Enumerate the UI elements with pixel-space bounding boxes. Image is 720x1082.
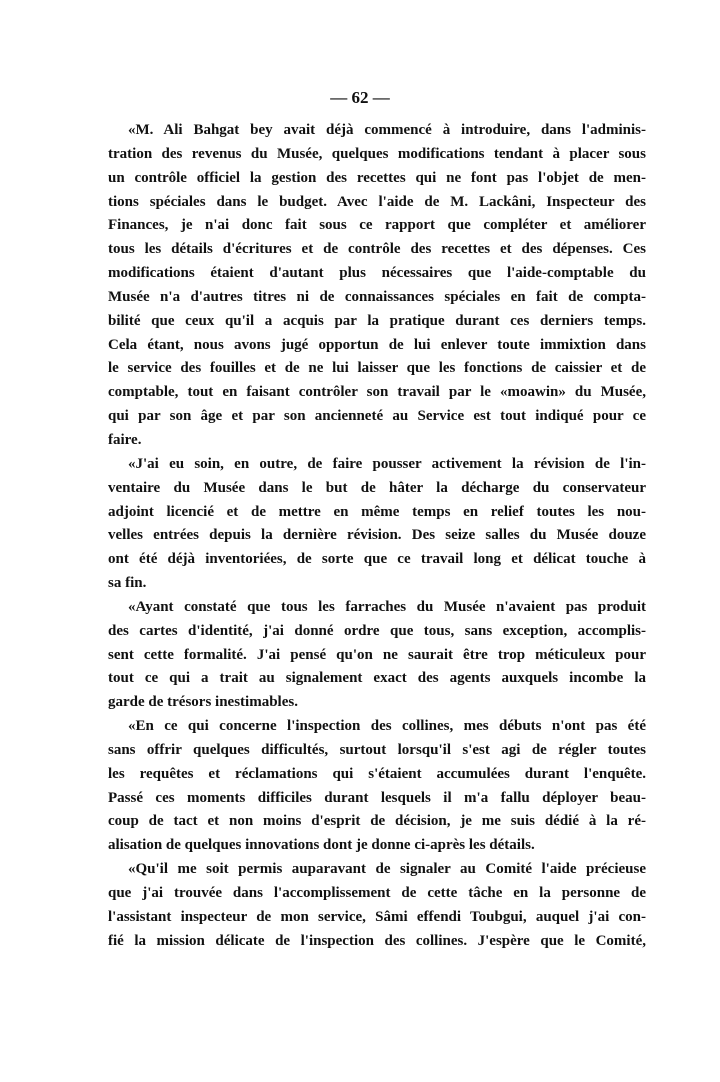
paragraph: [108, 119, 646, 453]
text-line: bilité que ceux qu'il a acquis par la pratique durant ces derniers temps.: [108, 312, 646, 329]
text-line: «M. Ali Bahgat bey avait déjà commencé à introduire, dans l'adminis-: [128, 122, 646, 138]
text-line: sent cette formalité. J'ai pensé qu'on ne saurait être trop méticuleux pour: [108, 646, 646, 663]
text-line: Finances, je n'ai donc fait sous ce rapport que compléter et améliorer: [108, 217, 646, 234]
text-line: «Ayant constaté que tous les farraches du Musée n'avaient pas produit: [128, 598, 646, 615]
text-line: un contrôle officiel la gestion des recettes qui ne font pas l'objet de men-: [108, 169, 646, 186]
text-line: tions spéciales dans le budget. Avec l'aide de M. Lackâni, Inspecteur des: [108, 193, 646, 210]
text-line: ventaire du Musée dans le but de hâter la décharge du conservateur: [108, 479, 646, 496]
text-line: que j'ai trouvée dans l'accomplissement de cette tâche en la personne de: [108, 885, 646, 901]
text-line: «J'ai eu soin, en outre, de faire pousser activement la révision de l'in-: [128, 455, 646, 472]
text-line: adjoint licencié et de mettre en même temps en relief toutes les nou-: [108, 503, 646, 520]
text-line: coup de tact et non moins d'esprit de décision, je me suis dédié à la ré-: [108, 813, 646, 830]
page-number: — 62 —: [330, 88, 390, 107]
text-line: les requêtes et réclamations qui s'étaient accumulées durant l'enquête.: [108, 765, 646, 782]
text-line: Cela étant, nous avons jugé opportun de lui enlever toute immixtion dans: [108, 336, 646, 353]
paragraph: [108, 596, 646, 715]
paragraph: [108, 453, 646, 596]
text-line: tration des revenus du Musée, quelques modifications tendant à placer sous: [108, 145, 646, 162]
text-line: modifications étaient d'autant plus nécessaires que l'aide-comptable du: [108, 265, 646, 282]
paragraph: [108, 715, 646, 858]
text-line: qui par son âge et par son ancienneté au Service est tout indiqué pour ce: [108, 408, 646, 425]
text-line: des cartes d'identité, j'ai donné ordre que tous, sans exception, accomplis-: [108, 622, 646, 639]
text-line: ont été déjà inventoriées, de sorte que ce travail long et délicat touche à: [108, 551, 646, 568]
text-line: tous les détails d'écritures et de contrôle des recettes et des dépenses. Ces: [108, 241, 646, 258]
text-line: comptable, tout en faisant contrôler son travail par le «moawin» du Musée,: [108, 384, 646, 401]
text-line: tout ce qui a trait au signalement exact des agents auxquels incombe la: [108, 670, 646, 687]
text-line: faire.: [108, 431, 142, 448]
text-line: sa fin.: [108, 575, 147, 592]
text-line: sans offrir quelques difficultés, surtout lorsqu'il s'est agi de régler toutes: [108, 741, 646, 758]
text-line: «Qu'il me soit permis auparavant de signaler au Comité l'aide précieuse: [128, 861, 646, 878]
text-line: velles entrées depuis la dernière révision. Des seize salles du Musée douze: [108, 527, 646, 544]
paragraph: [108, 858, 646, 953]
text-line: Passé ces moments difficiles durant lesquels il m'a fallu déployer beau-: [108, 789, 646, 806]
text-line: fié la mission délicate de l'inspection des collines. J'espère que le Comité,: [108, 932, 646, 949]
text-line: garde de trésors inestimables.: [108, 694, 298, 711]
text-line: le service des fouilles et de ne lui laisser que les fonctions de caissier et de: [108, 360, 646, 377]
text-line: Musée n'a d'autres titres ni de connaissances spéciales en fait de compta-: [108, 288, 646, 305]
text-line: l'assistant inspecteur de mon service, Sâmi effendi Toubgui, auquel j'ai con-: [108, 908, 646, 925]
body-text: [108, 119, 646, 954]
text-line: alisation de quelques innovations dont je donne ci-après les détails.: [108, 837, 535, 854]
text-line: «En ce qui concerne l'inspection des collines, mes débuts n'ont pas été: [128, 718, 646, 735]
